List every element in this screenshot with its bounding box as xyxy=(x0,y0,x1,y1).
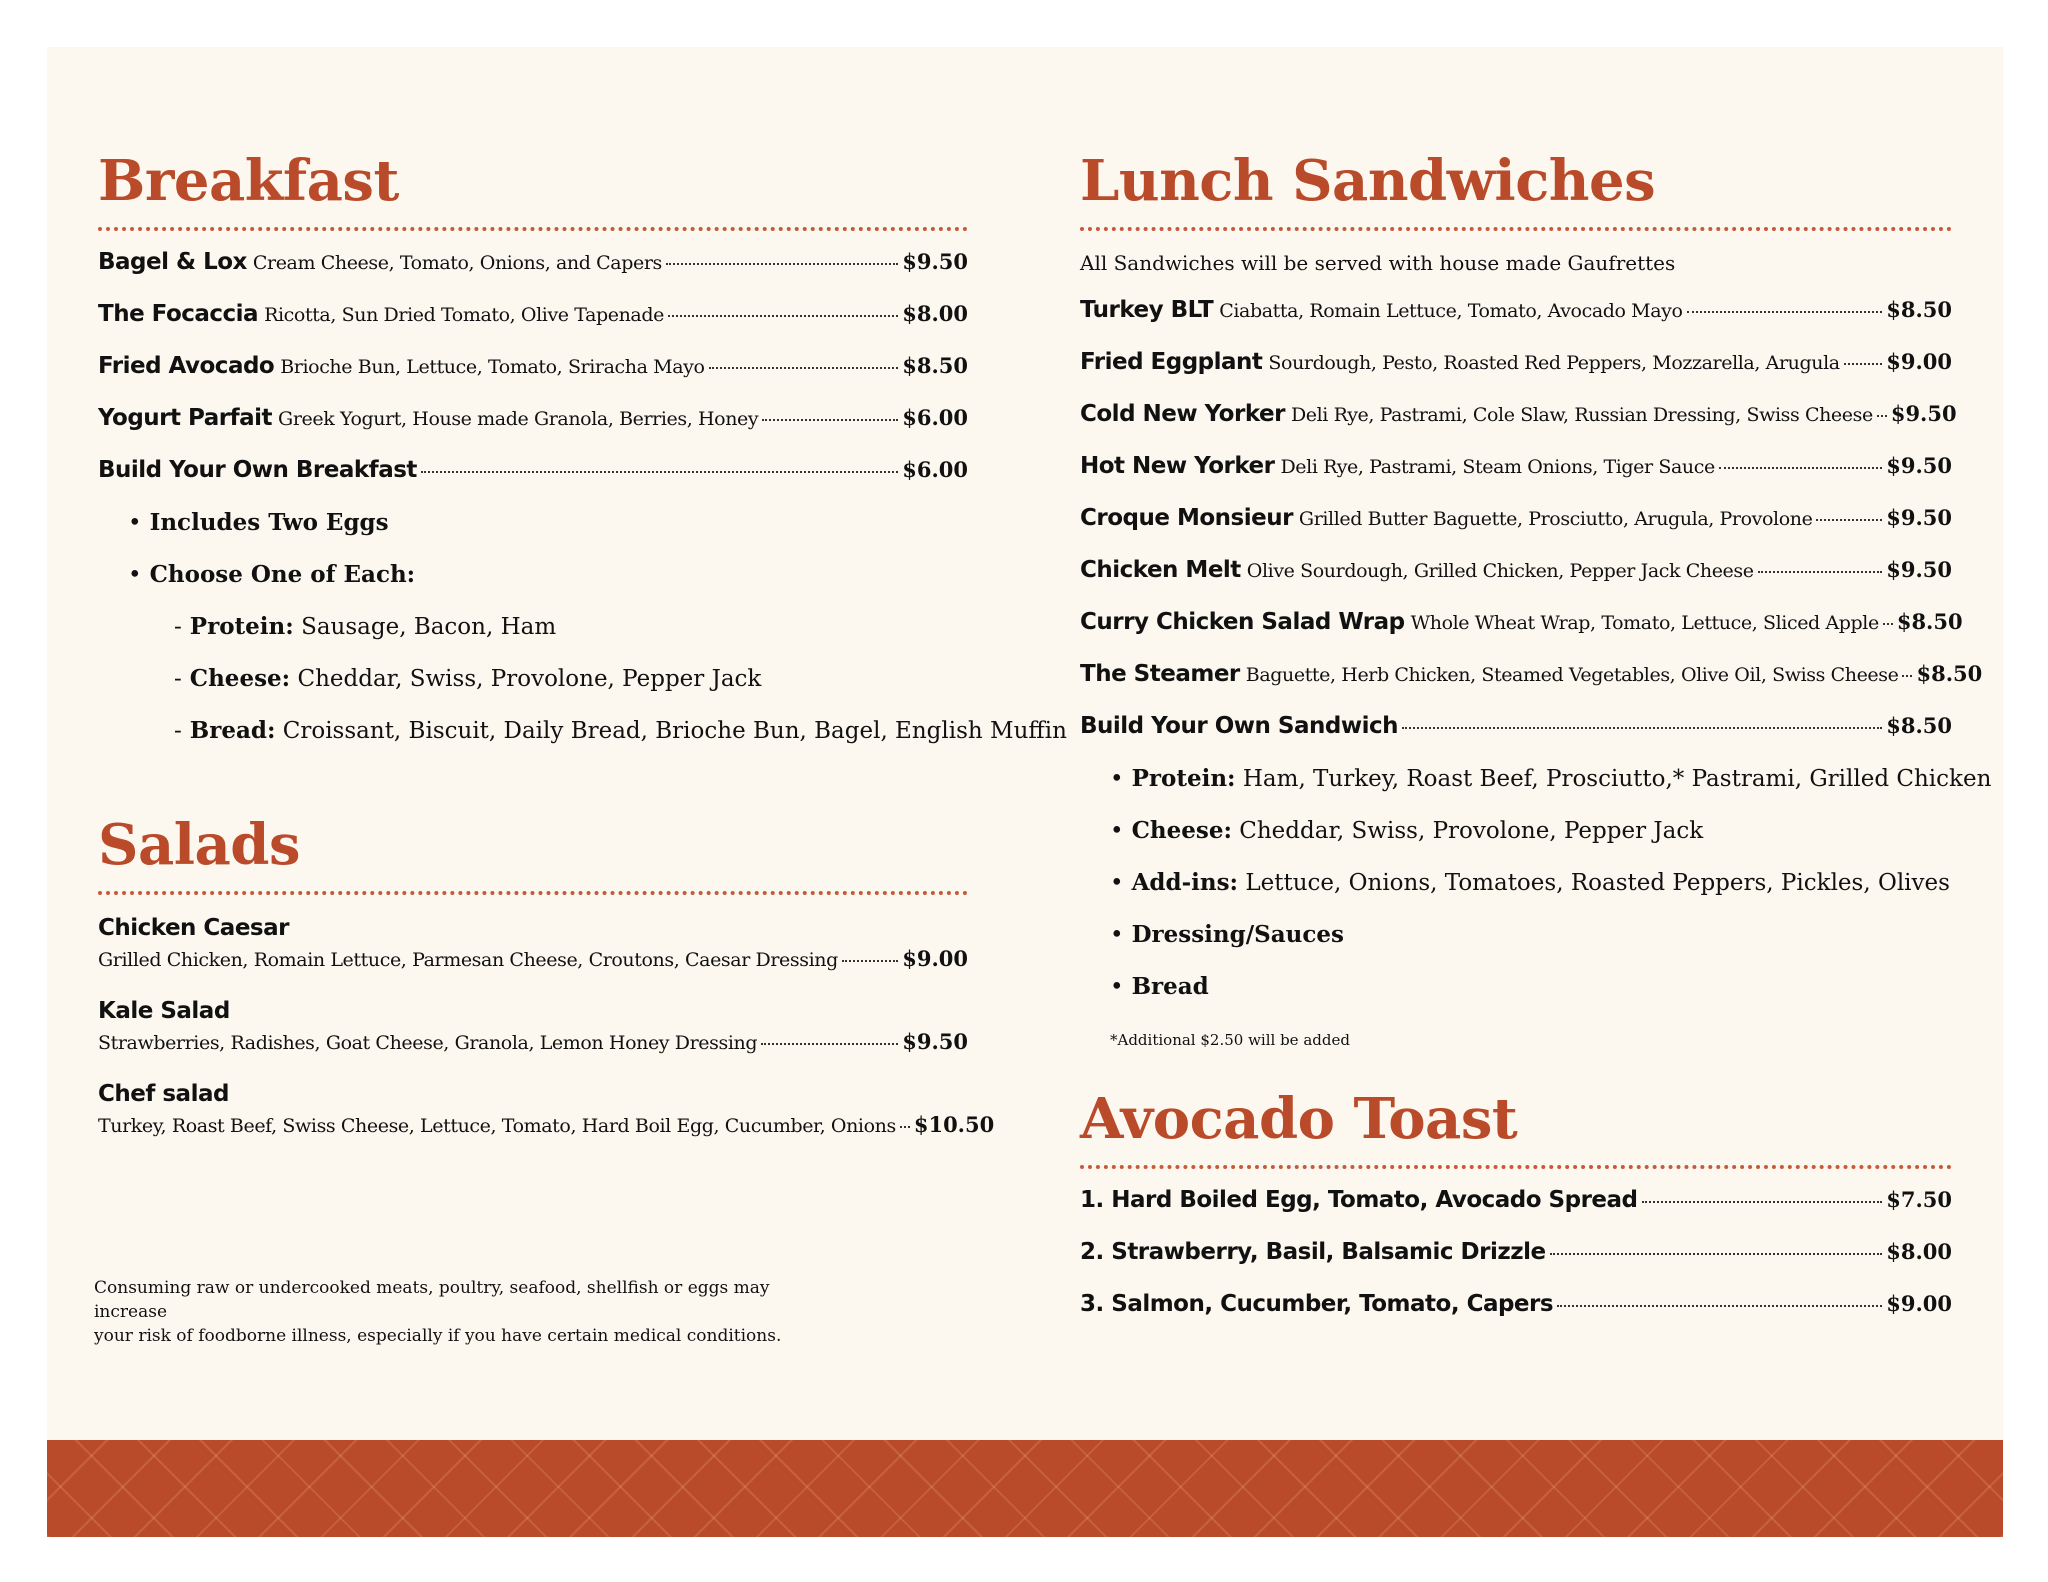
disclaimer-line: Consuming raw or undercooked meats, poultry, seafood, shellfish or eggs may increase xyxy=(94,1278,770,1322)
item-desc: Grilled Butter Baguette, Prosciutto, Arugula, Provolone xyxy=(1298,508,1813,530)
item-desc: Deli Rye, Pastrami, Cole Slaw, Russian Dressing, Swiss Cheese xyxy=(1290,404,1873,426)
left-column xyxy=(98,148,1067,1162)
menu-item xyxy=(1080,713,1952,765)
option-value: Lettuce, Onions, Tomatoes, Roasted Peppers, Pickles, Olives xyxy=(1245,870,1950,896)
menu-item xyxy=(1080,1239,1952,1291)
bullet-mark: • xyxy=(1110,974,1124,1000)
disclaimer-line: your risk of foodborne illness, especially if you have certain medical conditions. xyxy=(94,1326,782,1346)
menu-item xyxy=(1080,505,1952,557)
item-price: $9.50 xyxy=(902,1029,968,1054)
menu-item xyxy=(1080,557,1952,609)
option-value: Cheddar, Swiss, Provolone, Pepper Jack xyxy=(1239,818,1704,844)
item-name: Bagel & Lox xyxy=(98,249,247,275)
menu-item xyxy=(1080,453,1952,505)
bullet-mark: • xyxy=(1110,870,1124,896)
option-bullet xyxy=(98,561,968,613)
salad-detail xyxy=(98,943,968,976)
leader-dots xyxy=(1877,415,1887,417)
menu-item xyxy=(98,301,968,353)
leader-dots xyxy=(1883,623,1893,625)
item-desc: Strawberries, Radishes, Goat Cheese, Granola, Lemon Honey Dressing xyxy=(98,1032,758,1054)
item-price: $8.50 xyxy=(1896,609,1963,634)
menu-item xyxy=(98,353,968,405)
item-price: $10.50 xyxy=(913,1112,995,1137)
menu-item xyxy=(1080,609,1963,661)
option-label: Bread xyxy=(1131,973,1209,1000)
leader-dots xyxy=(1816,519,1882,521)
leader-dots xyxy=(1719,467,1882,469)
option-label: Add-ins: xyxy=(1131,869,1239,896)
breakfast-divider xyxy=(98,227,968,231)
leader-dots xyxy=(1557,1305,1882,1307)
option-sub-bullet xyxy=(98,665,968,717)
bullet-mark: • xyxy=(1110,818,1124,844)
option-sub-bullet xyxy=(98,613,968,665)
item-price: $7.50 xyxy=(1886,1187,1952,1212)
item-name: Cold New Yorker xyxy=(1080,401,1285,427)
item-name: Fried Avocado xyxy=(98,353,275,379)
salad-detail xyxy=(98,1109,995,1142)
option-value: Ham, Turkey, Roast Beef, Prosciutto,* Pastrami, Grilled Chicken xyxy=(1242,766,1992,792)
option-bullet xyxy=(1080,817,1952,869)
option-sub-bullet xyxy=(98,717,1067,769)
item-price: $8.50 xyxy=(1916,661,1983,686)
salad-item xyxy=(98,996,968,1059)
dash-mark: - xyxy=(174,666,182,692)
leader-dots xyxy=(1550,1253,1883,1255)
item-desc: Sourdough, Pesto, Roasted Red Peppers, Mozzarella, Arugula xyxy=(1268,352,1840,374)
right-column xyxy=(1080,148,1992,1343)
leader-dots xyxy=(421,471,898,473)
option-bullet xyxy=(1080,973,1952,1025)
salad-item xyxy=(98,1079,995,1142)
item-desc: Turkey, Roast Beef, Swiss Cheese, Lettuce, Tomato, Hard Boil Egg, Cucumber, Onions xyxy=(98,1115,896,1137)
item-name: Chicken Melt xyxy=(1080,557,1241,583)
item-name: Build Your Own Breakfast xyxy=(98,457,417,483)
menu-item xyxy=(1080,297,1952,349)
item-price: $9.00 xyxy=(1886,349,1952,374)
bullet-mark: • xyxy=(128,562,142,588)
item-name: Chicken Caesar xyxy=(98,915,289,941)
item-price: $9.50 xyxy=(1886,453,1952,478)
option-bullet xyxy=(1080,869,1952,921)
option-label: Bread: xyxy=(189,717,276,744)
item-name: Croque Monsieur xyxy=(1080,505,1293,531)
leader-dots xyxy=(1642,1201,1883,1203)
item-price: $8.50 xyxy=(1886,297,1952,322)
menu-item xyxy=(1080,1187,1952,1239)
item-name: The Steamer xyxy=(1080,661,1240,687)
item-desc: Greek Yogurt, House made Granola, Berries, Honey xyxy=(278,408,759,430)
lunch-title: Lunch Sandwiches xyxy=(1080,148,1656,214)
option-bullet xyxy=(1080,765,1992,817)
menu-item xyxy=(1080,661,1983,713)
item-desc: Baguette, Herb Chicken, Steamed Vegetables, Olive Oil, Swiss Cheese xyxy=(1245,664,1899,686)
leader-dots xyxy=(1758,571,1883,573)
item-price: $8.00 xyxy=(1886,1239,1952,1264)
item-price: $9.50 xyxy=(1886,557,1952,582)
decorative-footer-band xyxy=(47,1440,2003,1537)
item-name: 3. Salmon, Cucumber, Tomato, Capers xyxy=(1080,1291,1554,1317)
item-desc: Olive Sourdough, Grilled Chicken, Pepper Jack Cheese xyxy=(1246,560,1754,582)
menu-item xyxy=(98,249,968,301)
option-text: Choose One of Each: xyxy=(149,561,416,588)
item-name: 2. Strawberry, Basil, Balsamic Drizzle xyxy=(1080,1239,1546,1265)
item-name: Chef salad xyxy=(98,1081,229,1107)
avocado-divider xyxy=(1080,1165,1952,1169)
leader-dots xyxy=(762,419,898,421)
bullet-mark: • xyxy=(1110,922,1124,948)
item-price: $9.50 xyxy=(1890,401,1957,426)
footnote: *Additional $2.50 will be added xyxy=(1110,1031,1350,1049)
menu-item xyxy=(1080,401,1957,453)
item-price: $8.50 xyxy=(1886,713,1952,738)
dash-mark: - xyxy=(174,614,182,640)
item-price: $6.00 xyxy=(902,457,968,482)
item-name: 1. Hard Boiled Egg, Tomato, Avocado Spread xyxy=(1080,1187,1638,1213)
leader-dots xyxy=(1844,363,1883,365)
option-label: Cheese: xyxy=(189,665,291,692)
item-price: $9.00 xyxy=(1886,1291,1952,1316)
item-name: Yogurt Parfait xyxy=(98,405,273,431)
salads-title: Salads xyxy=(98,812,300,878)
leader-dots xyxy=(900,1126,910,1128)
option-value: Sausage, Bacon, Ham xyxy=(301,614,557,640)
item-name: Kale Salad xyxy=(98,998,230,1024)
item-desc: Whole Wheat Wrap, Tomato, Lettuce, Sliced Apple xyxy=(1410,612,1879,634)
avocado-title: Avocado Toast xyxy=(1080,1086,1518,1152)
item-desc: Deli Rye, Pastrami, Steam Onions, Tiger Sauce xyxy=(1280,456,1715,478)
item-name: Fried Eggplant xyxy=(1080,349,1263,375)
bullet-mark: • xyxy=(128,510,142,536)
menu-item xyxy=(98,457,968,509)
item-price: $8.50 xyxy=(902,353,968,378)
option-label: Cheese: xyxy=(1131,817,1232,844)
salads-divider xyxy=(98,891,968,895)
item-desc: Grilled Chicken, Romain Lettuce, Parmesan Cheese, Croutons, Caesar Dressing xyxy=(98,949,838,971)
item-name: Build Your Own Sandwich xyxy=(1080,713,1398,739)
option-bullet xyxy=(98,509,968,561)
option-label: Dressing/Sauces xyxy=(1131,921,1344,948)
item-desc: Ricotta, Sun Dried Tomato, Olive Tapenade xyxy=(264,304,664,326)
menu-item xyxy=(98,405,968,457)
dash-mark: - xyxy=(174,718,182,744)
item-desc: Ciabatta, Romain Lettuce, Tomato, Avocado Mayo xyxy=(1219,300,1683,322)
food-safety-disclaimer xyxy=(94,1276,814,1348)
menu-item xyxy=(1080,349,1952,401)
salad-item xyxy=(98,913,968,976)
bullet-mark: • xyxy=(1110,766,1124,792)
option-label: Protein: xyxy=(189,613,294,640)
item-name: Curry Chicken Salad Wrap xyxy=(1080,609,1405,635)
leader-dots xyxy=(1902,675,1912,677)
leader-dots xyxy=(1687,311,1883,313)
leader-dots xyxy=(842,960,898,962)
item-price: $9.50 xyxy=(902,249,968,274)
item-name: Hot New Yorker xyxy=(1080,453,1275,479)
lunch-divider xyxy=(1080,227,1952,231)
item-price: $6.00 xyxy=(902,405,968,430)
leader-dots xyxy=(666,263,898,265)
salad-detail xyxy=(98,1026,968,1059)
lunch-note: All Sandwiches will be served with house made Gaufrettes xyxy=(1080,251,1676,275)
leader-dots xyxy=(1402,727,1882,729)
item-price: $9.00 xyxy=(902,946,968,971)
item-name: Turkey BLT xyxy=(1080,297,1214,323)
leader-dots xyxy=(709,367,899,369)
item-desc: Cream Cheese, Tomato, Onions, and Capers xyxy=(252,252,662,274)
item-price: $9.50 xyxy=(1886,505,1952,530)
option-label: Protein: xyxy=(1131,765,1236,792)
leader-dots xyxy=(668,315,898,317)
option-value: Cheddar, Swiss, Provolone, Pepper Jack xyxy=(297,666,762,692)
option-bullet xyxy=(1080,921,1952,973)
option-value: Croissant, Biscuit, Daily Bread, Brioche Bun, Bagel, English Muffin xyxy=(282,718,1067,744)
option-text: Includes Two Eggs xyxy=(149,509,389,536)
item-desc: Brioche Bun, Lettuce, Tomato, Sriracha Mayo xyxy=(280,356,705,378)
breakfast-title: Breakfast xyxy=(98,148,399,214)
item-price: $8.00 xyxy=(902,301,968,326)
menu-page xyxy=(47,47,2003,1537)
item-name: The Focaccia xyxy=(98,301,259,327)
leader-dots xyxy=(761,1043,898,1045)
menu-item xyxy=(1080,1291,1952,1343)
